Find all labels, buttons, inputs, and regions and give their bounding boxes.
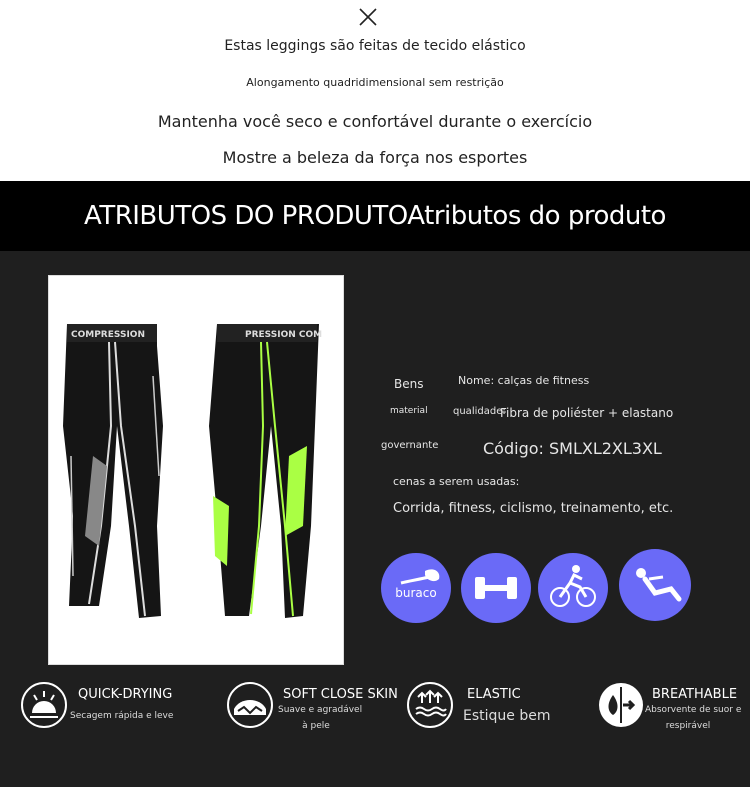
attr-cenas: cenas a serem usadas: <box>393 475 520 488</box>
leggings-illustration <box>49 276 345 666</box>
leggings-green-trim <box>209 324 322 618</box>
bottom-strip <box>0 787 750 794</box>
activity-label: buraco <box>395 586 437 600</box>
leggings-white-trim <box>63 324 163 618</box>
feature-sub-2: respirável <box>665 721 711 731</box>
feature-title: QUICK-DRYING <box>78 687 173 702</box>
feature-sub: Secagem rápida e leve <box>70 711 174 721</box>
banner-title: ATRIBUTOS DO PRODUTOAtributos do produto <box>84 201 666 231</box>
sun-icon <box>20 681 68 729</box>
dumbbell-icon <box>461 553 531 623</box>
attr-fibra: Fibra de poliéster + elastano <box>500 406 674 420</box>
feature-quick-drying <box>20 681 190 741</box>
attributes-banner <box>0 181 750 251</box>
feature-elastic <box>406 681 576 741</box>
product-image <box>48 275 344 665</box>
stretch-icon <box>406 681 454 729</box>
feature-sub-1: Suave e agradável <box>278 705 363 715</box>
svg-text:COMPRESSION: COMPRESSION <box>71 330 145 340</box>
feature-sub-2: à pele <box>302 721 330 731</box>
intro-line-4: Mostre a beleza da força nos esportes <box>222 148 528 167</box>
feature-title: ELASTIC <box>467 687 521 702</box>
feature-breathable <box>597 681 747 741</box>
intro-line-2: Alongamento quadridimensional sem restrição <box>246 76 504 89</box>
attr-codigo: Código: SMLXL2XL3XL <box>483 439 662 458</box>
running-activity-icon <box>381 553 451 623</box>
drop-icon <box>597 681 645 729</box>
attr-material: material <box>390 406 428 416</box>
close-icon[interactable] <box>357 6 379 28</box>
skin-icon <box>226 681 274 729</box>
attr-qualidade: qualidade: <box>453 406 506 417</box>
situp-icon <box>619 549 691 621</box>
attr-governante: governante <box>381 440 439 451</box>
intro-line-3: Mantenha você seco e confortável durante o exercício <box>157 112 593 131</box>
attr-nome: Nome: calças de fitness <box>458 374 590 387</box>
feature-title: BREATHABLE <box>652 687 738 702</box>
feature-sub: Estique bem <box>463 708 551 724</box>
attr-uses: Corrida, fitness, ciclismo, treinamento, etc. <box>393 501 674 516</box>
product-attributes-panel <box>0 251 750 787</box>
intro-section <box>0 0 750 181</box>
feature-sub-1: Absorvente de suor e <box>645 705 742 715</box>
cycling-icon <box>538 553 608 623</box>
feature-title: SOFT CLOSE SKIN <box>283 687 398 702</box>
attr-bens: Bens <box>394 377 424 391</box>
intro-line-1: Estas leggings são feitas de tecido elástico <box>224 38 526 54</box>
feature-soft-skin <box>226 681 396 741</box>
svg-text:PRESSION COM: PRESSION COM <box>245 330 323 340</box>
